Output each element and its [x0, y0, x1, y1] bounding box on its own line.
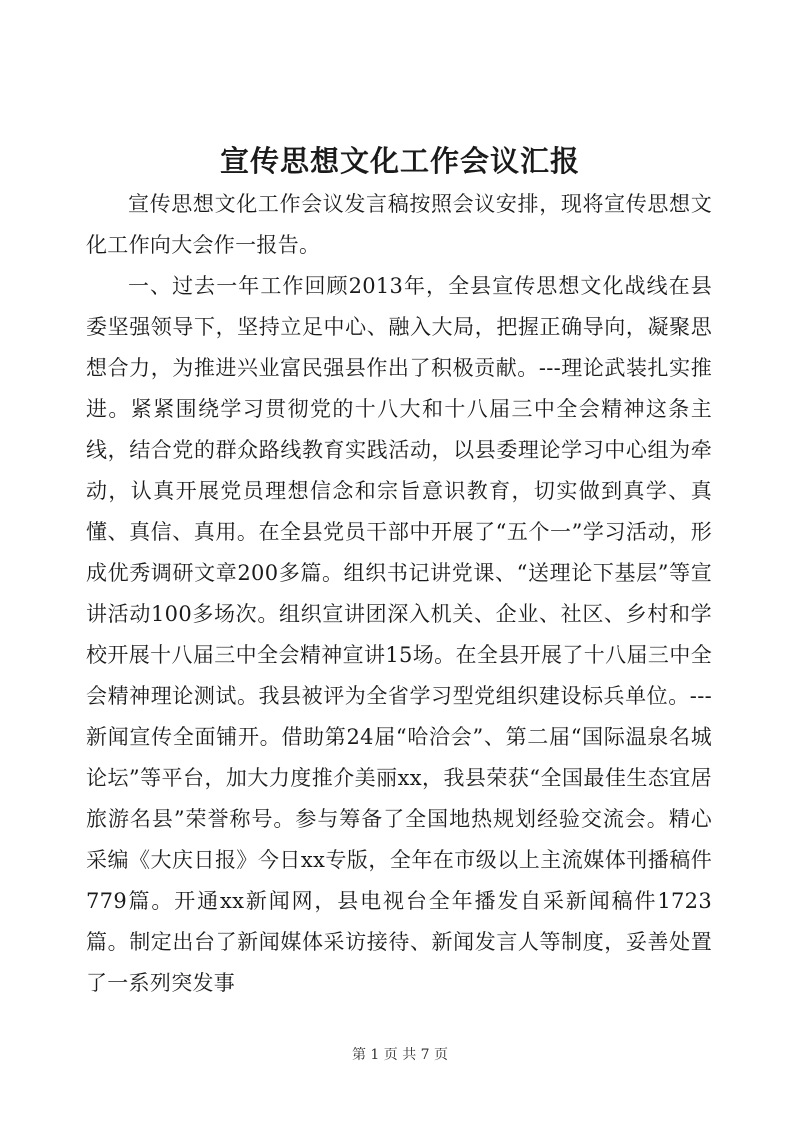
document-body	[86, 184, 712, 1004]
paragraph-intro: 宣传思想文化工作会议发言稿按照会议安排，现将宣传思想文化工作向大会作一报告。	[86, 192, 712, 257]
page-number-footer: 第 1 页 共 7 页	[351, 1047, 449, 1063]
document-title: 宣传思想文化工作会议汇报	[219, 144, 580, 178]
paragraph-review: 一、过去一年工作回顾2013年，全县宣传思想文化战线在县委坚强领导下，坚持立足中心、融入大局，把握正确导向，凝聚思想合力，为推进兴业富民强县作出了积极贡献。---理论武装扎实推进。紧紧围绕学习贯彻党的十八大和十八届三中全会精神这条主线，结合党的群众路线教育实践活动，以县委理论学习中心组为牵动，认真开展党员理想信念和宗旨意识教育，切实做到真学、真懂、真信、真用。在全县党员干部中开展了“五个一”学习活动，形成优秀调研文章200多篇。组织书记讲党课、“送理论下基层”等宣讲活动100多场次。组织宣讲团深入机关、企业、社区、乡村和学校开展十八届三中全会精神宣讲15场。在全县开展了十八届三中全会精神理论测试。我县被评为全省学习型党组织建设标兵单位。---新闻宣传全面铺开。借助第24届“哈洽会”、第二届“国际温泉名城论坛”等平台，加大力度推介美丽xx，我县荣获“全国最佳生态宜居旅游名县”荣誉称号。参与筹备了全国地热规划经验交流会。精心采编《大庆日报》今日xx专版，全年在市级以上主流媒体刊播稿件779篇。开通xx新闻网，县电视台全年播发自采新闻稿件1723篇。制定出台了新闻媒体采访接待、新闻发言人等制度，妥善处置了一系列突发事	[86, 274, 712, 995]
